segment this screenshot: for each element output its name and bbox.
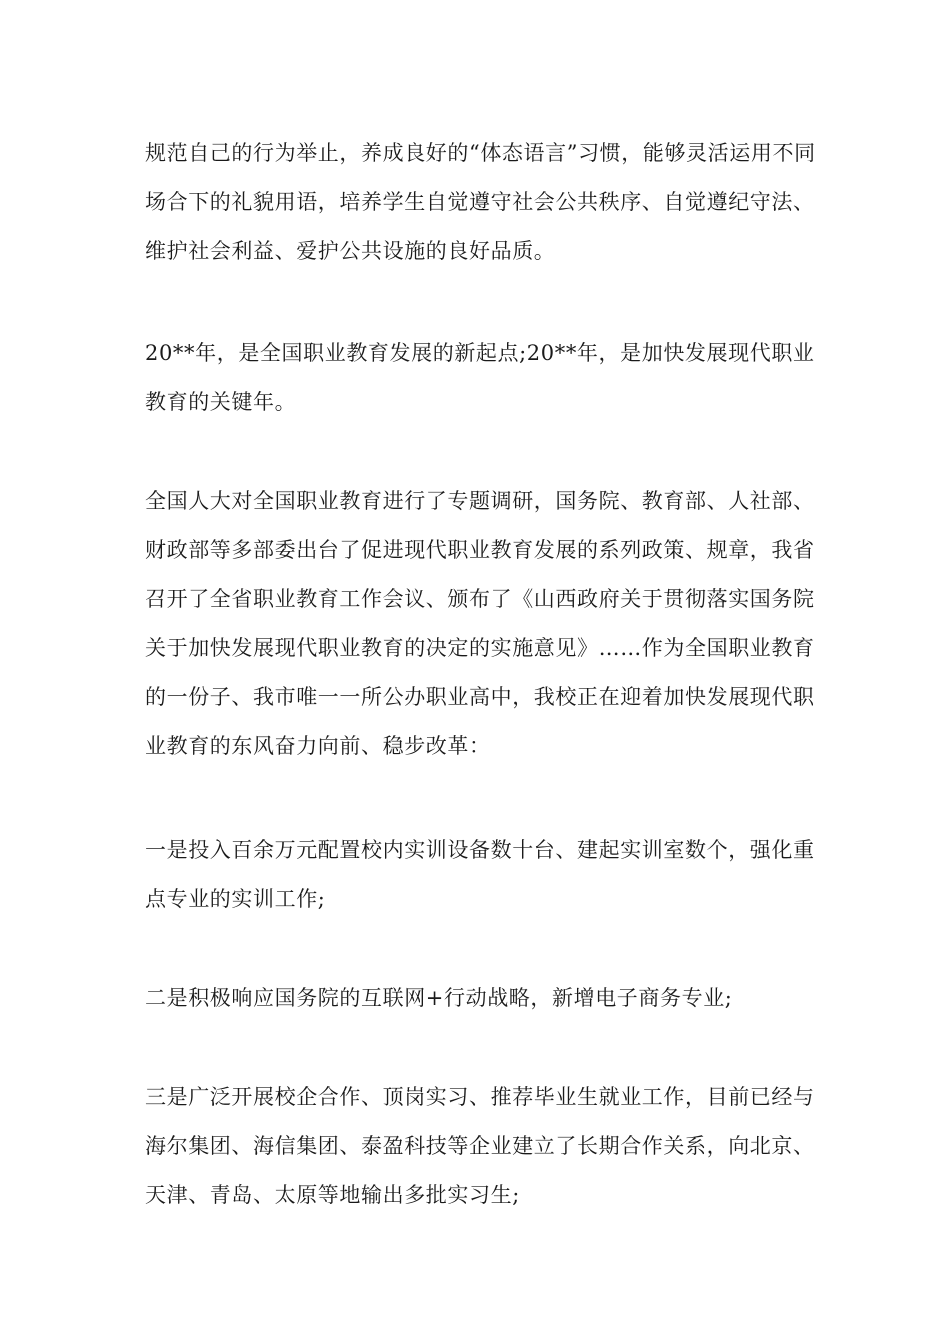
paragraph-conduct: 规范自己的行为举止，养成良好的“体态语言”习惯，能够灵活运用不同场合下的礼貌用语，培养学生自觉遵守社会公共秩序、自觉遵纪守法、维护社会利益、爱护公共设施的良好品质。	[145, 141, 816, 263]
paragraph-year-significance: 20**年，是全国职业教育发展的新起点;20**年，是加快发展现代职业教育的关键年。	[145, 341, 815, 414]
paragraph-policy-context: 全国人大对全国职业教育进行了专题调研，国务院、教育部、人社部、财政部等多部委出台了促进现代职业教育发展的系列政策、规章，我省召开了全省职业教育工作会议、颁布了《山西政府关于贯彻落实国务院关于加快发展现代职业教育的决定的实施意见》……作为全国职业教育的一份子、我市唯一一所公办职业高中，我校正在迎着加快发展现代职业教育的东风奋力向前、稳步改革：	[145, 489, 815, 758]
paragraph-reform-one: 一是投入百余万元配置校内实训设备数十台、建起实训室数个，强化重点专业的实训工作;	[145, 838, 815, 911]
paragraph-reform-three: 三是广泛开展校企合作、顶岗实习、推荐毕业生就业工作，目前已经与海尔集团、海信集团、泰盈科技等企业建立了长期合作关系，向北京、天津、青岛、太原等地输出多批实习生;	[145, 1085, 815, 1207]
paragraph-reform-two: 二是积极响应国务院的互联网+行动战略，新增电子商务专业;	[145, 986, 733, 1010]
